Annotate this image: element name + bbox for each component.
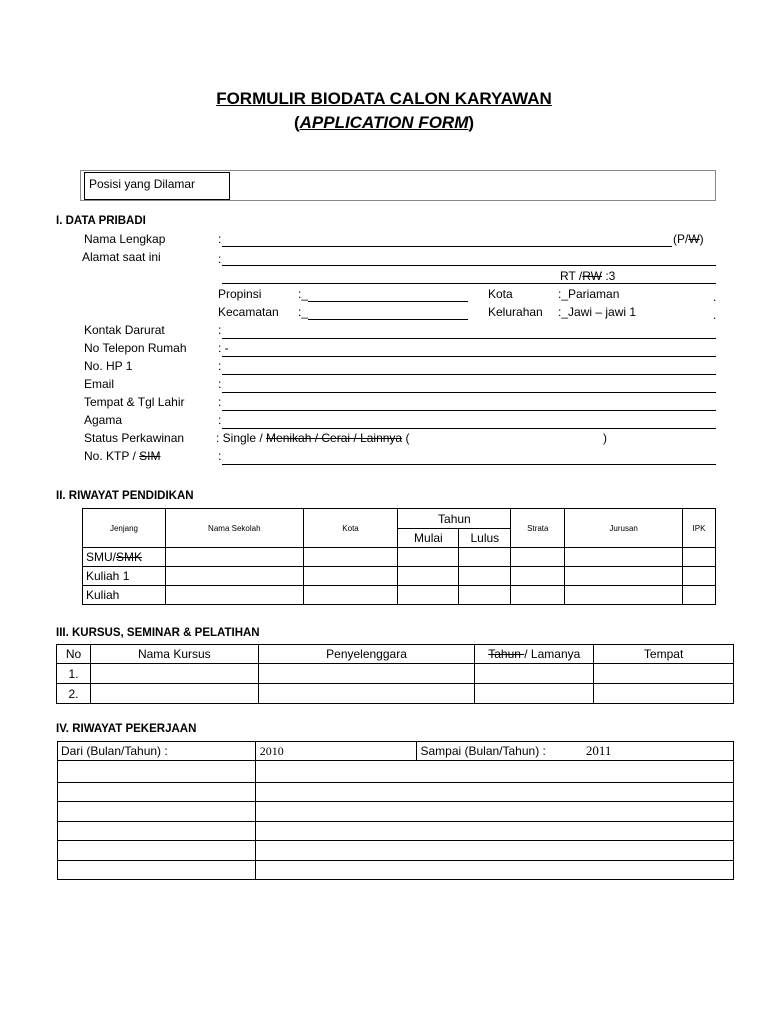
posisi-label: Posisi yang Dilamar	[89, 177, 196, 191]
kota-value: :_Pariaman	[558, 287, 620, 301]
kursus-table	[56, 644, 734, 704]
table-cell[interactable]	[255, 841, 733, 861]
propinsi-label: Propinsi	[218, 287, 262, 301]
ktp-label-text: No. KTP /	[84, 449, 140, 463]
gender-field	[673, 232, 704, 246]
kecamatan-label: Kecamatan	[218, 305, 279, 319]
jenjang-cell: Kuliah 1	[83, 567, 166, 586]
table-cell[interactable]	[58, 841, 256, 861]
table-cell[interactable]	[565, 548, 683, 567]
email-field[interactable]	[222, 392, 716, 393]
table-cell[interactable]	[398, 586, 459, 605]
sampai-value[interactable]: 2011	[585, 743, 612, 758]
subtitle-main: APPLICATION FORM	[299, 113, 469, 132]
table-cell[interactable]	[58, 761, 256, 783]
propinsi-field[interactable]	[308, 301, 468, 302]
sampai-cell	[417, 742, 734, 761]
kelurahan-label: Kelurahan	[488, 305, 543, 319]
ttl-label: Tempat & Tgl Lahir	[84, 395, 185, 409]
table-cell[interactable]	[459, 586, 511, 605]
alamat-field-1[interactable]	[222, 265, 716, 266]
table-cell[interactable]	[90, 664, 258, 684]
agama-label: Agama	[84, 413, 123, 427]
table-cell[interactable]	[459, 548, 511, 567]
ktp-colon: :	[218, 449, 222, 463]
table-cell[interactable]	[165, 548, 303, 567]
table-row	[83, 567, 716, 586]
table-cell[interactable]	[459, 567, 511, 586]
jenjang-cell: Kuliah	[83, 586, 166, 605]
row-number: 1.	[57, 664, 91, 684]
agama-field[interactable]	[222, 428, 716, 429]
th-jenjang: Jenjang	[83, 509, 166, 548]
table-row	[58, 841, 734, 861]
jenjang-struck: SMK	[116, 550, 143, 564]
row-number: 2.	[57, 684, 91, 704]
posisi-input[interactable]	[230, 172, 710, 198]
kontak-field[interactable]	[222, 338, 716, 339]
rt-struck: RW	[582, 269, 603, 283]
status-field	[216, 431, 409, 445]
th-no: No	[57, 645, 91, 664]
th-nama-kursus: Nama Kursus	[90, 645, 258, 664]
table-row	[83, 586, 716, 605]
table-row	[58, 861, 734, 880]
table-cell[interactable]	[398, 567, 459, 586]
th-nama-sekolah: Nama Sekolah	[165, 509, 303, 548]
status-close: )	[603, 431, 607, 445]
email-label: Email	[84, 377, 115, 391]
table-cell[interactable]	[255, 861, 733, 880]
page-title: FORMULIR BIODATA CALON KARYAWAN	[216, 89, 552, 108]
table-cell[interactable]	[303, 586, 398, 605]
table-cell[interactable]	[303, 567, 398, 586]
dari-label: Dari (Bulan/Tahun) :	[58, 742, 256, 761]
table-row	[57, 664, 734, 684]
jenjang-prefix: SMU/	[86, 550, 116, 564]
table-cell[interactable]	[511, 567, 565, 586]
pendidikan-table	[82, 508, 716, 605]
section-pendidikan-heading: II. RIWAYAT PENDIDIKAN	[56, 490, 194, 502]
table-cell[interactable]	[475, 684, 594, 704]
th-penyelenggara: Penyelenggara	[258, 645, 475, 664]
email-colon: :	[218, 377, 222, 391]
ttl-colon: :	[218, 395, 222, 409]
th-mulai: Mulai	[398, 529, 459, 548]
th-jurusan: Jurusan	[565, 509, 683, 548]
telepon-value: : -	[218, 341, 229, 355]
table-cell[interactable]	[475, 664, 594, 684]
hp-field[interactable]	[222, 374, 716, 375]
table-row	[58, 761, 734, 783]
pekerjaan-table	[57, 741, 734, 880]
status-label: Status Perkawinan	[84, 431, 185, 445]
kelurahan-value: :_Jawi – jawi 1	[558, 305, 637, 319]
table-cell[interactable]	[303, 548, 398, 567]
table-cell[interactable]	[594, 664, 734, 684]
table-row	[57, 684, 734, 704]
table-cell[interactable]	[90, 684, 258, 704]
table-cell[interactable]	[58, 861, 256, 880]
table-cell[interactable]	[511, 548, 565, 567]
alamat-field-2[interactable]	[222, 283, 716, 284]
nama-field[interactable]	[222, 246, 672, 247]
table-row	[58, 822, 734, 841]
gender-prefix: (P/	[673, 232, 689, 246]
subtitle-open: (	[293, 113, 300, 132]
th-strata: Strata	[511, 509, 565, 548]
table-cell[interactable]	[511, 586, 565, 605]
telepon-field[interactable]	[222, 356, 716, 357]
section-pekerjaan-heading: IV. RIWAYAT PEKERJAAN	[56, 723, 197, 735]
th-kota: Kota	[303, 509, 398, 548]
table-row	[83, 548, 716, 567]
subtitle-close: )	[468, 113, 475, 132]
table-cell[interactable]	[58, 822, 256, 841]
nama-label: Nama Lengkap	[84, 232, 166, 246]
kontak-label: Kontak Darurat	[84, 323, 165, 337]
jenjang-cell	[83, 548, 166, 567]
alamat-colon: :	[218, 252, 222, 266]
table-cell[interactable]	[258, 664, 475, 684]
rt-rw-field	[560, 269, 615, 283]
table-cell[interactable]	[594, 684, 734, 704]
dari-value[interactable]: 2010	[255, 742, 417, 761]
th-tahun-struck: Tahun	[488, 647, 525, 661]
rt-value: :3	[602, 269, 616, 283]
table-cell[interactable]	[165, 586, 303, 605]
table-cell[interactable]	[398, 548, 459, 567]
table-cell[interactable]	[683, 548, 716, 567]
page-subtitle	[0, 113, 768, 133]
propinsi-value: :_	[298, 287, 309, 301]
alamat-label: Alamat saat ini	[82, 250, 161, 264]
table-row	[58, 783, 734, 802]
ktp-field[interactable]	[222, 464, 716, 465]
th-lamanya: / Lamanya	[524, 647, 581, 661]
table-cell[interactable]	[58, 802, 256, 822]
ttl-field[interactable]	[222, 410, 716, 411]
table-cell[interactable]	[565, 567, 683, 586]
status-struck: Menikah / Cerai / Lainnya	[266, 431, 403, 445]
rt-prefix: RT /	[560, 269, 583, 283]
nama-colon: :	[218, 232, 222, 246]
ktp-label	[84, 449, 160, 463]
kecamatan-field[interactable]	[308, 319, 468, 320]
table-cell[interactable]	[58, 783, 256, 802]
th-tempat: Tempat	[594, 645, 734, 664]
status-open: (	[402, 431, 410, 445]
table-cell[interactable]	[255, 822, 733, 841]
section-kursus-heading: III. KURSUS, SEMINAR & PELATIHAN	[56, 627, 260, 639]
kecamatan-value: :_	[298, 305, 309, 319]
agama-colon: :	[218, 413, 222, 427]
table-row	[58, 802, 734, 822]
th-tahun-lamanya	[475, 645, 594, 664]
kota-label: Kota	[488, 287, 513, 301]
section-data-pribadi-heading: I. DATA PRIBADI	[56, 215, 146, 227]
table-cell[interactable]	[565, 586, 683, 605]
ktp-struck: SIM	[139, 449, 161, 463]
gender-struck: W	[688, 232, 700, 246]
status-prefix: : Single /	[216, 431, 267, 445]
kontak-colon: :	[218, 323, 222, 337]
gender-suffix: )	[699, 232, 704, 246]
sampai-label: Sampai (Bulan/Tahun) :	[420, 744, 546, 758]
posisi-label-cell	[84, 172, 230, 200]
th-ipk: IPK	[683, 509, 716, 548]
table-cell[interactable]	[255, 761, 733, 783]
table-cell[interactable]	[255, 783, 733, 802]
table-cell[interactable]	[165, 567, 303, 586]
table-cell[interactable]	[255, 802, 733, 822]
th-tahun: Tahun	[398, 509, 511, 529]
th-lulus: Lulus	[459, 529, 511, 548]
table-cell[interactable]	[683, 567, 716, 586]
kota-dot: .	[713, 290, 717, 304]
table-cell[interactable]	[683, 586, 716, 605]
table-cell[interactable]	[258, 684, 475, 704]
telepon-label: No Telepon Rumah	[84, 341, 187, 355]
hp-colon: :	[218, 359, 222, 373]
kelurahan-dot: .	[713, 308, 717, 322]
hp-label: No. HP 1	[84, 359, 133, 373]
